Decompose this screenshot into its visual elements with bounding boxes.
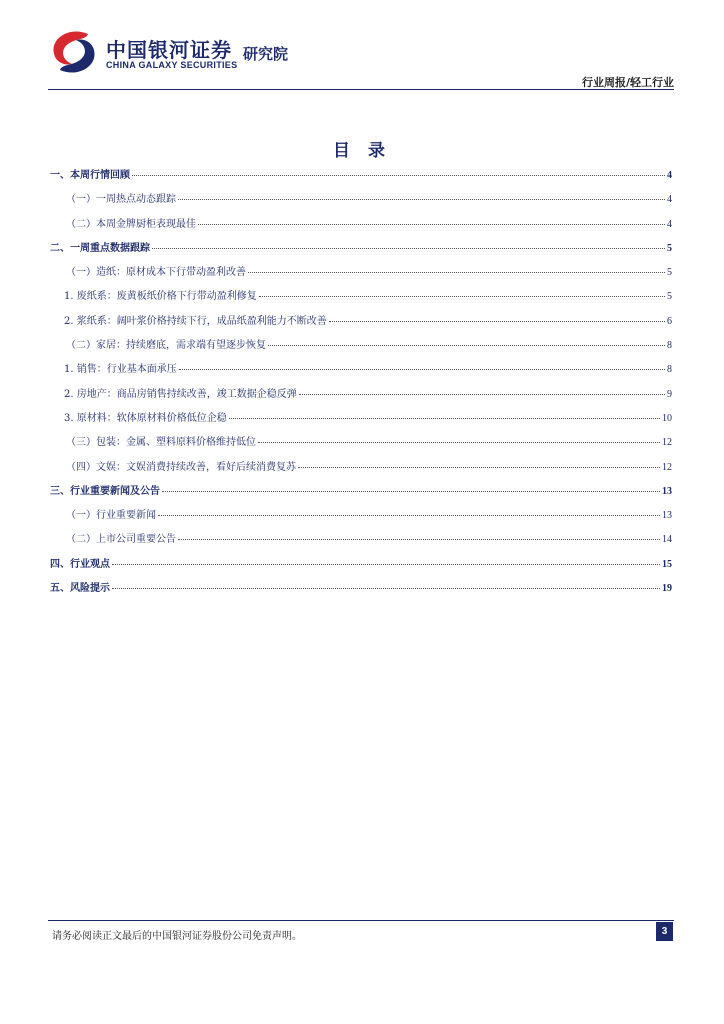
toc-entry-label: 1. 销售：行业基本面承压	[64, 364, 177, 376]
brand-name-en: CHINA GALAXY SECURITIES	[106, 60, 238, 70]
toc-entry[interactable]	[50, 312, 672, 336]
toc-entry-label: （二）本周金牌厨柜表现最佳	[66, 218, 196, 230]
toc-entry-page: 14	[662, 534, 672, 546]
toc-entry[interactable]	[50, 433, 672, 457]
toc-title: 目 录	[333, 141, 391, 161]
toc-entry-label: （一）一周热点动态跟踪	[66, 194, 176, 206]
dot-leader	[229, 418, 660, 419]
toc-entry-label: （二）上市公司重要公告	[66, 534, 176, 546]
toc-entry-page: 8	[667, 364, 672, 376]
toc-entry-page: 8	[667, 340, 672, 352]
dot-leader	[268, 345, 665, 346]
dot-leader	[259, 296, 665, 297]
toc-entry[interactable]	[50, 385, 672, 409]
toc-entry[interactable]	[50, 190, 672, 214]
brand-name-cn: 中国银河证券	[106, 38, 232, 62]
dot-leader	[158, 515, 660, 516]
toc-entry[interactable]	[50, 287, 672, 311]
toc-entry-label: （一）行业重要新闻	[66, 510, 156, 522]
toc-entry-label: 2. 房地产：商品房销售持续改善，竣工数据企稳反弹	[64, 388, 297, 400]
toc-entry[interactable]	[50, 506, 672, 530]
toc-entry-page: 4	[667, 218, 672, 230]
toc-entry[interactable]	[50, 579, 672, 603]
dot-leader	[329, 321, 665, 322]
galaxy-logo-icon	[48, 28, 100, 76]
toc-entry-page: 15	[662, 558, 672, 570]
dot-leader	[299, 394, 665, 395]
toc-entry-page: 10	[662, 412, 672, 424]
dot-leader	[112, 564, 660, 565]
toc-entry-label: 五、风险提示	[50, 583, 110, 595]
toc-entry-label: 二、一周重点数据跟踪	[50, 242, 150, 254]
toc-entry-label: （三）包装：金属、塑料原料价格维持低位	[66, 437, 256, 449]
toc-entry-page: 12	[662, 437, 672, 449]
toc-entry-page: 9	[667, 388, 672, 400]
toc-entry[interactable]	[50, 482, 672, 506]
dot-leader	[298, 467, 660, 468]
toc-entry-label: （一）造纸：原材成本下行带动盈利改善	[66, 267, 246, 279]
report-category: 行业周报/轻工行业	[581, 76, 674, 89]
toc-entry-page: 4	[667, 170, 672, 181]
toc-entry[interactable]	[50, 239, 672, 263]
footer-divider	[48, 920, 674, 921]
institute-label: 研究院	[243, 45, 289, 63]
toc-entry-label: 一、本周行情回顾	[50, 170, 130, 181]
toc-entry-page: 19	[662, 583, 672, 595]
toc-entry-page: 4	[667, 194, 672, 206]
toc-entry-page: 5	[667, 267, 672, 279]
disclaimer-note: 请务必阅读正文最后的中国银河证券股份公司免责声明。	[52, 931, 302, 942]
dot-leader	[132, 175, 665, 176]
dot-leader	[179, 369, 665, 370]
toc-entry-page: 5	[667, 242, 672, 254]
dot-leader	[112, 588, 660, 589]
toc-entry-label: 3. 原材料：软体原材料价格低位企稳	[64, 412, 227, 424]
toc-entry-page: 13	[662, 510, 672, 522]
dot-leader	[198, 224, 665, 225]
dot-leader	[152, 248, 665, 249]
toc-entry[interactable]	[50, 166, 672, 190]
toc-entry-label: 2. 浆纸系：阔叶浆价格持续下行，成品纸盈利能力不断改善	[64, 315, 327, 327]
page-number: 3	[656, 922, 673, 941]
toc-entry-page: 13	[662, 485, 672, 497]
toc-entry[interactable]	[50, 530, 672, 554]
dot-leader	[178, 539, 660, 540]
toc-entry[interactable]	[50, 360, 672, 384]
toc-entry-page: 5	[667, 291, 672, 303]
toc-entry-label: 1. 废纸系：废黄板纸价格下行带动盈利修复	[64, 291, 257, 303]
dot-leader	[178, 199, 665, 200]
table-of-contents	[50, 166, 672, 603]
toc-entry-label: 三、行业重要新闻及公告	[50, 485, 160, 497]
dot-leader	[162, 491, 660, 492]
toc-entry[interactable]	[50, 215, 672, 239]
toc-entry-page: 6	[667, 315, 672, 327]
toc-entry[interactable]	[50, 555, 672, 579]
toc-entry[interactable]	[50, 458, 672, 482]
dot-leader	[258, 442, 660, 443]
toc-entry-label: （四）文娱：文娱消费持续改善，看好后续消费复苏	[66, 461, 296, 473]
toc-entry-label: 四、行业观点	[50, 558, 110, 570]
toc-entry-page: 12	[662, 461, 672, 473]
toc-entry[interactable]	[50, 336, 672, 360]
toc-entry[interactable]	[50, 263, 672, 287]
toc-entry-label: （二）家居：持续磨底，需求端有望逐步恢复	[66, 340, 266, 352]
page-header	[0, 0, 724, 90]
dot-leader	[248, 272, 665, 273]
header-divider	[48, 89, 674, 90]
toc-entry[interactable]	[50, 409, 672, 433]
